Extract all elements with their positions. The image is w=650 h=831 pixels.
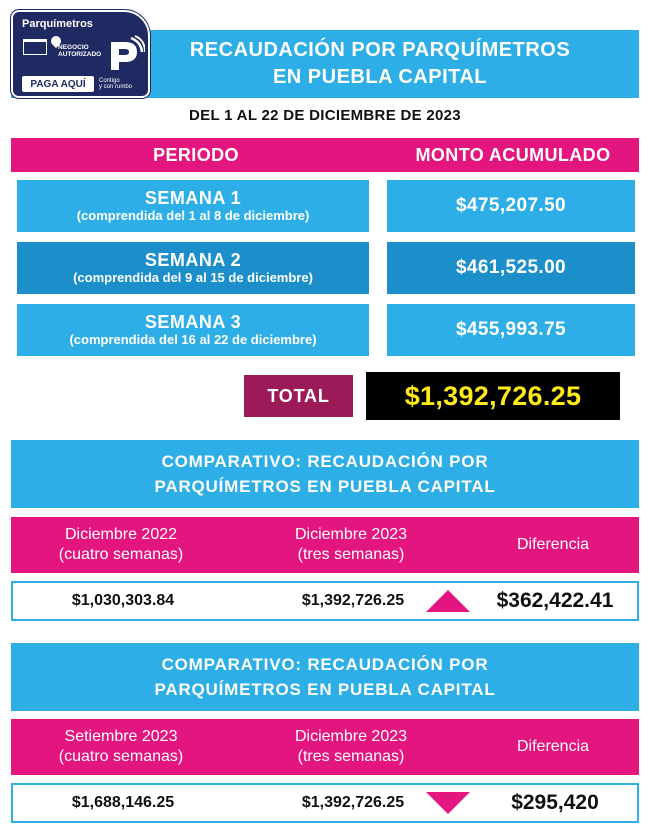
comparison-1-value1: $1,030,303.84: [71, 592, 175, 609]
decrease-arrow-icon: [423, 791, 473, 815]
comparison-2-col1-header: Setiembre 2023 (cuatro semanas): [58, 728, 184, 765]
parquimetros-logo: [11, 10, 150, 98]
total-label: TOTAL: [244, 375, 353, 417]
increase-arrow-icon: [423, 589, 473, 613]
comparison-1-col3-header: Diferencia: [516, 536, 590, 553]
comparison-1-col1-header: Diciembre 2022 (cuatro semanas): [58, 526, 184, 563]
column-header-period: PERIODO: [153, 144, 239, 165]
comparison-2-difference: $295,420: [511, 791, 599, 814]
comparison-2-col2-header: Diciembre 2023 (tres semanas): [294, 728, 408, 765]
week-2-amount: $461,525.00: [387, 242, 635, 294]
comparison-1-header: [11, 517, 639, 573]
comparison-2-value1: $1,688,146.25: [71, 794, 175, 811]
comparison-2-title: COMPARATIVO: RECAUDACIÓN POR PARQUÍMETROS EN PUEBLA CAPITAL: [11, 643, 639, 711]
comparison-1-value2: $1,392,726.25: [301, 592, 405, 609]
total-value: $1,392,726.25: [366, 372, 620, 420]
comparison-1-title: COMPARATIVO: RECAUDACIÓN POR PARQUÍMETROS EN PUEBLA CAPITAL: [11, 440, 639, 508]
comparison-2-col3-header: Diferencia: [516, 738, 590, 755]
comparison-2-value2: $1,392,726.25: [301, 794, 405, 811]
comparison-2-row: [11, 783, 639, 823]
comparison-1-row: [11, 581, 639, 621]
week-1-amount: $475,207.50: [387, 180, 635, 232]
store-icon: [23, 39, 47, 55]
logo-authorized: NEGOCIO AUTORIZADO: [58, 44, 102, 58]
page-title: RECAUDACIÓN POR PARQUÍMETROS EN PUEBLA CAPITAL: [189, 39, 571, 88]
week-1-period: SEMANA 1 (comprendida del 1 al 8 de diciembre): [17, 180, 369, 232]
table-header: [11, 138, 639, 172]
logo-slogan: Contigo y con rumbo: [99, 78, 133, 90]
comparison-2-header: [11, 719, 639, 775]
pay-here-badge: PAGA AQUÍ: [22, 76, 94, 92]
comparison-1-difference: $362,422.41: [496, 589, 614, 612]
week-3-period: SEMANA 3 (comprendida del 16 al 22 de diciembre): [17, 304, 369, 356]
week-2-period: SEMANA 2 (comprendida del 9 al 15 de diciembre): [17, 242, 369, 294]
comparison-1-col2-header: Diciembre 2023 (tres semanas): [294, 526, 408, 563]
week-3-amount: $455,993.75: [387, 304, 635, 356]
logo-brand: Parquímetros: [22, 18, 93, 30]
parking-p-icon: [105, 34, 145, 74]
column-header-amount: MONTO ACUMULADO: [415, 144, 611, 165]
date-range: DEL 1 AL 22 DE DICIEMBRE DE 2023: [189, 106, 461, 124]
